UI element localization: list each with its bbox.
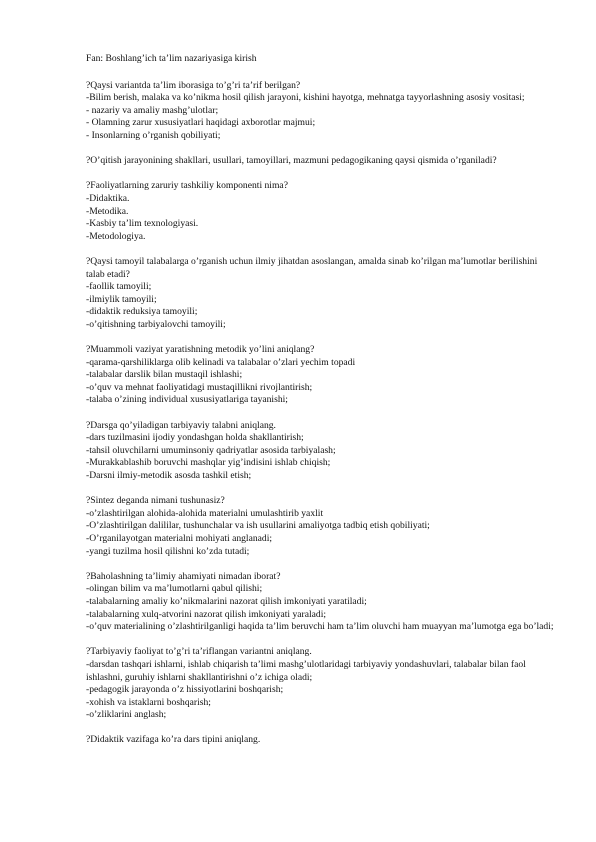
question-block: [86, 571, 556, 634]
answer-option: -qarama-qarshiliklarga olib kelinadi va talabalar o’zlari yechim topadi: [86, 356, 356, 368]
answer-option: -tahsil oluvchilarni umuminsoniy qadriyatlar asosida tarbiyalash;: [86, 444, 336, 456]
answer-option: -darsdan tashqari ishlarni, ishlab chiqarish ta’limi mashg’ulotlaridagi tarbiyaviy yondashuvlari, talabalar bilan faol ishlashni, guruhiy ishlarni shakllantirishni o’z ichiga oladi;: [86, 658, 526, 683]
answer-option: -didaktik reduksiya tamoyili;: [86, 306, 198, 318]
question-text: ?Baholashning ta’limiy ahamiyati nimadan iborat?: [86, 570, 281, 582]
subject-title: Fan: Boshlang’ich ta’lim nazariyasiga kirish: [86, 53, 257, 64]
answer-option: -Bilim berish, malaka va ko’nikma hosil qilish jarayoni, kishini hayotga, mehnatga tayyorlashning asosiy vositasi;: [86, 92, 525, 104]
question-text: ?Faoliyatlarning zaruriy tashkiliy komponenti nima?: [86, 180, 288, 192]
question-text: ?Darsga qo’yiladigan tarbiyaviy talabni aniqlang.: [86, 419, 276, 431]
question-block: [86, 734, 556, 747]
answer-option: -faollik tamoyili;: [86, 281, 152, 293]
answer-option: -dars tuzilmasini ijodiy yondashgan holda shakllantirish;: [86, 432, 304, 444]
question-block: [86, 180, 556, 243]
answer-option: -talabalarning amaliy ko’nikmalarini nazorat qilish imkoniyati yaratiladi;: [86, 595, 367, 607]
answer-option: -talabalarning xulq-atvorini nazorat qilish imkoniyati yaraladi;: [86, 608, 327, 620]
answer-option: -yangi tuzilma hosil qilishni ko’zda tutadi;: [86, 545, 250, 557]
answer-option: - Insonlarning o’rganish qobiliyati;: [86, 129, 221, 141]
question-block: [86, 155, 556, 168]
answer-option: - nazariy va amaliy mashg’ulotlar;: [86, 104, 219, 116]
answer-option: -O’zlashtirilgan dalililar, tushunchalar va ish usullarini amaliyotga tadbiq etish qobiliyati;: [86, 520, 430, 532]
question-text: ?Qaysi tamoyil talabalarga o’rganish uchun ilmiy jihatdan asoslangan, amalda sinab ko’rilgan ma’lumotlar berilishini talab etadi?: [86, 255, 538, 280]
question-block: [86, 420, 556, 483]
question-block: [86, 80, 556, 143]
question-list: [86, 80, 556, 747]
answer-option: -ilmiylik tamoyili;: [86, 293, 157, 305]
question-block: [86, 256, 556, 332]
answer-option: -olingan bilim va ma’lumotlarni qabul qilishi;: [86, 583, 263, 595]
answer-option: -pedagogik jarayonda o’z hissiyotlarini boshqarish;: [86, 684, 284, 696]
answer-option: -o’zliklarini anglash;: [86, 709, 167, 721]
answer-option: -xohish va istaklarni boshqarish;: [86, 696, 211, 708]
answer-option: -Didaktika.: [86, 192, 130, 204]
answer-option: -talaba o’zining individual xususiyatlariga tayanishi;: [86, 394, 288, 406]
question-block: [86, 646, 556, 722]
answer-option: - Olamning zarur xususiyatlari haqidagi axborotlar majmui;: [86, 117, 316, 129]
answer-option: -o’zlashtirilgan alohida-alohida materialni umulashtirib yaxlit: [86, 507, 324, 519]
question-block: [86, 344, 556, 407]
question-text: ?O’qitish jarayonining shakllari, usullari, tamoyillari, mazmuni pedagogikaning qaysi qismida o’rganiladi?: [86, 155, 497, 167]
answer-option: -Metodologiya.: [86, 230, 146, 242]
answer-option: -Metodika.: [86, 205, 129, 217]
answer-option: -O’rganilayotgan materialni mohiyati anglanadi;: [86, 532, 273, 544]
answer-option: -o’quv va mehnat faoliyatidagi mustaqillikni rivojlantirish;: [86, 381, 313, 393]
question-block: [86, 495, 556, 558]
question-text: ?Sintez deganda nimani tushunasiz?: [86, 495, 225, 507]
answer-option: -Kasbiy ta’lim texnologiyasi.: [86, 218, 199, 230]
question-text: ?Muammoli vaziyat yaratishning metodik yo’lini aniqlang?: [86, 344, 315, 356]
answer-option: -Murakkablashib boruvchi mashqlar yig’indisini ishlab chiqish;: [86, 457, 331, 469]
answer-option: -talabalar darslik bilan mustaqil ishlashi;: [86, 369, 243, 381]
answer-option: -o’quv materialining o’zlashtirilganligi haqida ta’lim beruvchi ham ta’lim oluvchi ham muayyan ma’lumotga ega bo’ladi;: [86, 621, 554, 633]
question-text: ?Qaysi variantda ta’lim iborasiga to’g’ri ta’rif berilgan?: [86, 79, 301, 91]
answer-option: -o’qitishning tarbiyalovchi tamoyili;: [86, 318, 226, 330]
question-text: ?Tarbiyaviy faoliyat to’g’ri ta’riflangan variantni aniqlang.: [86, 646, 312, 658]
answer-option: -Darsni ilmiy-metodik asosda tashkil etish;: [86, 470, 252, 481]
question-text: ?Didaktik vazifaga ko’ra dars tipini aniqlang.: [86, 734, 261, 746]
